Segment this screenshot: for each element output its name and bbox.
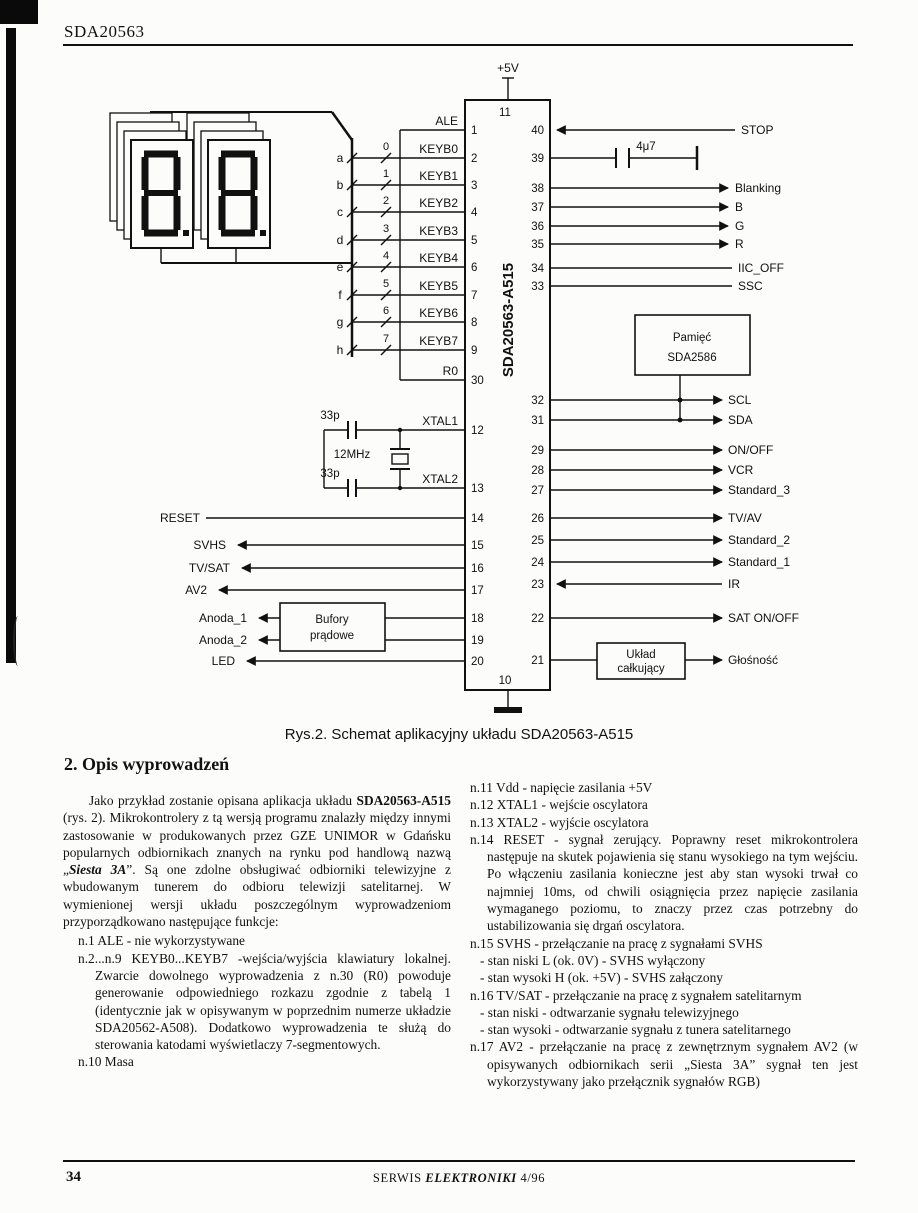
segment-letter: c (337, 205, 343, 219)
pin-number: 15 (471, 540, 484, 552)
pin-label: RESET (159, 511, 200, 525)
pin-label: ON/OFF (728, 443, 774, 457)
intro-text: (rys. 2). Mikrokontrolery z tą wersją programu znalazły między innymi zastosowanie w produkowanych przez GZE UNIMOR w Gdańsku popularnych odbiornikach znanych na rynku pod handlową nazwą „ (63, 810, 451, 878)
bus-digit: 5 (382, 278, 390, 290)
pin-label: KEYB5 (419, 279, 458, 293)
bus-digit: 1 (382, 168, 390, 180)
pin-number: 13 (471, 483, 484, 495)
pin-label: Standard_3 (728, 483, 791, 497)
capacitor-label: 33p (320, 410, 340, 422)
pin-label: R0 (442, 364, 458, 378)
pin-number: 27 (531, 485, 544, 497)
pin-number: 28 (531, 465, 544, 477)
pin-description-item: n.17 AV2 - przełączanie na pracę z zewnętrznym sygnałem AV2 (w opisywanych odbiornikach serii „Siesta 3A” sygnał ten jest wykorzystywany jako przełącznik sygnałów RGB) (470, 1039, 858, 1090)
segment-letter: h (336, 343, 344, 357)
pin-description-item: n.13 XTAL2 - wyjście oscylatora (470, 814, 649, 830)
buffer-box (280, 603, 385, 651)
integrator-box-label: całkujący (617, 663, 665, 675)
pin-description-subitem: - stan niski L (ok. 0V) - SVHS wyłączony (480, 952, 706, 968)
pin-number: 16 (471, 563, 484, 575)
pin-number: 4 (471, 207, 478, 219)
pin-number: 2 (471, 153, 478, 165)
memory-box-label: SDA2586 (667, 352, 717, 364)
capacitor-label: 33p (320, 468, 340, 480)
footer-journal (0, 1171, 918, 1186)
pin-label: TV/AV (728, 511, 762, 525)
pin-number: 21 (531, 655, 544, 667)
bus-digit: 6 (382, 305, 390, 317)
pin-label: Blanking (735, 181, 782, 195)
capacitor-label: 4μ7 (636, 141, 656, 153)
pin-number: 19 (471, 635, 484, 647)
pin-number: 8 (471, 317, 478, 329)
ic-label: SDA20563-A515 (500, 262, 517, 378)
intro-bold-model: Siesta 3A (68, 862, 127, 878)
pin-label: Standard_2 (728, 533, 791, 547)
pin-label: Anoda_1 (198, 611, 247, 625)
pin-label: SDA (728, 413, 753, 427)
pin-number: 40 (531, 125, 544, 137)
section-title: 2. Opis wyprowadzeń (64, 754, 230, 774)
buffer-box-label: Bufory (315, 614, 349, 626)
pin-description-item: n.2...n.9 KEYB0...KEYB7 -wejścia/wyjścia klawiatury lokalnej. Zwarcie dowolnego wyprowadzenia z n.30 (R0) powoduje generowanie odpowiedniego rozkazu zgodnie z tabelą 1 (identycznie jak w opisywanym w poprzednim numerze układzie SDA20562-A508). Dodatkowo wyprowadzenia te służą do sterowania katodami wyświetlaczy 7-segmentowych. (78, 950, 451, 1053)
intro-text: ”. Są one zdolne obsługiwać odbiorniki telewizyjne z wbudowanym tunerem do odbioru telewizji satelitarnej. W wymienionej wersji układu poszczególnym wyprowadzeniom przyporządkowano następujące funkcje: (63, 862, 451, 930)
pin-label: SAT ON/OFF (728, 611, 799, 625)
decimal-point-left (183, 230, 189, 236)
pin-number: 7 (471, 290, 478, 302)
pin-label: Głośność (728, 653, 779, 667)
pin-label: KEYB2 (419, 196, 458, 210)
pin-description-item: n.1 ALE - nie wykorzystywane (78, 933, 245, 949)
pin-label: AV2 (185, 583, 207, 597)
segment-letter: d (336, 233, 344, 247)
pin-number: 29 (531, 445, 544, 457)
pin-label: SCL (728, 393, 752, 407)
journal-issue: 4/96 (520, 1171, 546, 1185)
pin-label: KEYB4 (419, 251, 458, 265)
left-column (63, 792, 451, 1071)
pin-label: ALE (435, 114, 458, 128)
pin-number: 25 (531, 535, 544, 547)
pin-number: 17 (471, 585, 484, 597)
pin-number: 24 (531, 557, 544, 569)
segment-letter: a (336, 151, 344, 165)
pin-number: 34 (531, 263, 544, 275)
pin-number: 20 (471, 656, 484, 668)
memory-box (635, 315, 750, 375)
intro-paragraph (63, 792, 451, 930)
decimal-point-right (260, 230, 266, 236)
memory-box-label: Pamięć (672, 332, 712, 344)
pin-label: VCR (728, 463, 754, 477)
pin-label: SVHS (193, 538, 226, 552)
journal-prefix: SERWIS (372, 1171, 422, 1185)
pin-number: 31 (531, 415, 544, 427)
pin-label: KEYB0 (419, 142, 458, 156)
pin-number: 39 (531, 153, 544, 165)
pin-label: IR (728, 577, 740, 591)
pin-label: R (735, 237, 744, 251)
pin-description-subitem: - stan wysoki H (ok. +5V) - SVHS załączony (480, 970, 723, 986)
pin-label: KEYB7 (419, 334, 458, 348)
pin-number: 18 (471, 613, 484, 625)
pin-number: 23 (531, 579, 544, 591)
pin-number: 12 (471, 425, 484, 437)
ground-icon (494, 690, 522, 713)
page-title: SDA20563 (64, 22, 145, 41)
right-column (470, 779, 858, 1090)
pin-label: LED (211, 654, 235, 668)
pin-label: KEYB3 (419, 224, 458, 238)
pin-label: XTAL1 (422, 414, 458, 428)
pin-number: 26 (531, 513, 544, 525)
pin-label: Anoda_2 (198, 633, 247, 647)
pin-number: 33 (531, 281, 544, 293)
pin-label: KEYB6 (419, 306, 458, 320)
pin-label: TV/SAT (188, 561, 230, 575)
pin-label: IIC_OFF (738, 261, 785, 275)
pin-number: 37 (531, 202, 544, 214)
vcc-label: +5V (497, 61, 519, 75)
pin-number: 1 (471, 125, 478, 137)
journal-name: ELEKTRONIKI (425, 1171, 517, 1185)
page-number: 34 (66, 1169, 81, 1185)
pin-description-item: n.15 SVHS - przełączanie na pracę z sygnałami SVHS (470, 935, 763, 951)
segment-letter: e (336, 260, 344, 274)
pin-number: 35 (531, 239, 544, 251)
pin-description-subitem: - stan wysoki - odtwarzanie sygnału z tunera satelitarnego (480, 1022, 791, 1038)
buffer-box-label: prądowe (309, 630, 355, 642)
pin-label: KEYB1 (419, 169, 458, 183)
pin-label: G (735, 219, 745, 233)
bus-digit: 3 (382, 223, 390, 235)
segment-letter: f (338, 288, 342, 302)
bus-digit: 0 (382, 141, 390, 153)
bus-digit: 2 (382, 195, 390, 207)
pin-description-subitem: - stan niski - odtwarzanie sygnału telewizyjnego (480, 1004, 739, 1020)
pin-label: SSC (738, 279, 763, 293)
integrator-box-label: Układ (626, 649, 656, 661)
pin-description-item: n.16 TV/SAT - przełączanie na pracę z sygnałem satelitarnym (470, 987, 802, 1003)
vcc-wire (502, 78, 514, 100)
seven-segment-display-stack (110, 113, 270, 248)
pin-number: 32 (531, 395, 544, 407)
pin-label: B (735, 200, 744, 214)
pin-number: 6 (471, 262, 478, 274)
pin-number: 38 (531, 183, 544, 195)
figure-caption: Rys.2. Schemat aplikacyjny układu SDA20563-A515 (284, 726, 634, 743)
pin-number: 5 (471, 235, 478, 247)
bus-digit: 7 (382, 333, 390, 345)
segment-letter: g (336, 315, 344, 329)
pin-description-item: n.12 XTAL1 - wejście oscylatora (470, 797, 648, 813)
pin-description-item: n.14 RESET - sygnał zerujący. Poprawny reset mikrokontrolera następuje na skutek pojawienia się stanu wysokiego na tym wejściu. Po włączeniu zasilania konieczne jest aby stan wysoki trwał co najmniej 10ms, od chwili osiągnięcia przez napięcie zasilania wymaganego poziomu, to znaczy przez czas potrzebny do ustabilizowania się drgań oscylatora. (470, 831, 858, 934)
pin-number: 36 (531, 221, 544, 233)
right-wires (550, 130, 735, 660)
pin-number-bottom: 10 (498, 675, 512, 687)
pin-number: 14 (471, 513, 484, 525)
crystal-label: 12MHz (333, 449, 371, 461)
bus-digit: 4 (382, 250, 390, 262)
pin-number: 22 (531, 613, 544, 625)
pin-number: 3 (471, 180, 478, 192)
pin-number: 30 (471, 375, 484, 387)
pin-description-item: n.10 Masa (78, 1054, 134, 1070)
segment-letter: b (336, 178, 344, 192)
intro-text: Jako przykład zostanie opisana aplikacja układu (89, 793, 357, 808)
pin-description-item: n.11 Vdd - napięcie zasilania +5V (470, 780, 653, 795)
pin-number-top: 11 (499, 107, 511, 119)
pin-number: 9 (471, 345, 478, 357)
intro-bold-chip: SDA20563-A515 (356, 793, 451, 808)
pin-label: STOP (741, 123, 774, 137)
footer-rule (63, 1160, 855, 1162)
pin-label: Standard_1 (728, 555, 791, 569)
pin-label: XTAL2 (422, 472, 458, 486)
